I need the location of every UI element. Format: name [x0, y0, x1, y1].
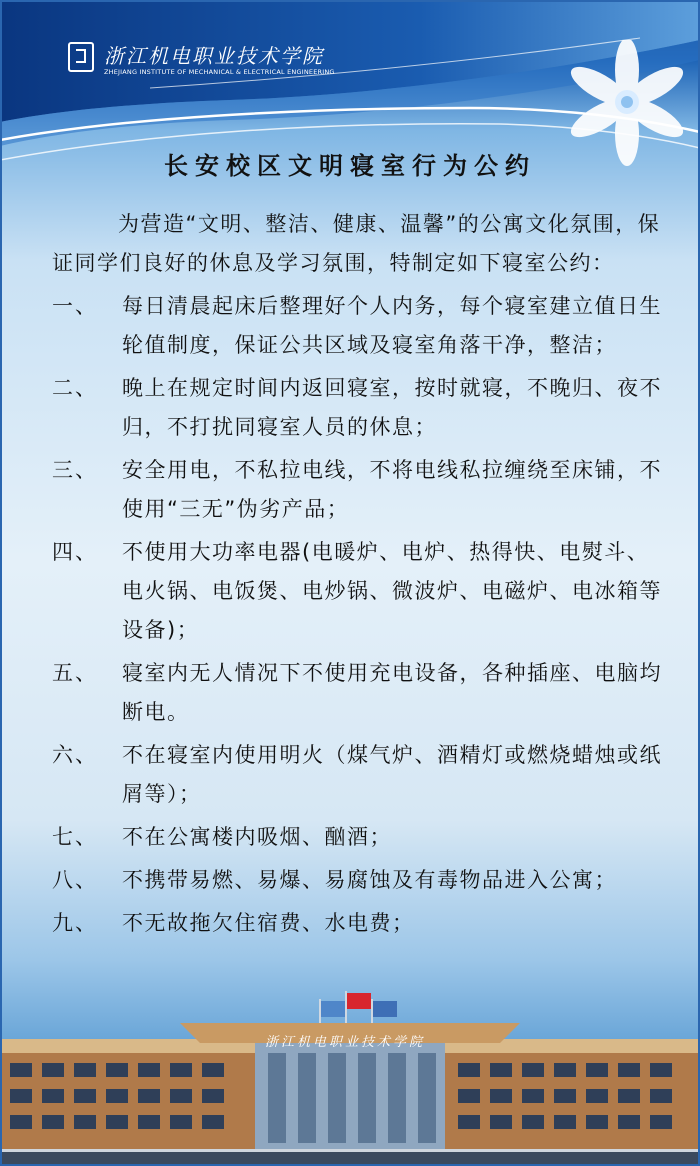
- rule-number: 三、: [52, 458, 98, 482]
- rule-number: 四、: [52, 540, 98, 564]
- rule-number: 六、: [52, 743, 98, 767]
- building-sign: 浙江机电职业技术学院: [264, 1035, 425, 1050]
- campus-building-illustration: [0, 991, 700, 1166]
- rule-item: [52, 861, 668, 900]
- rule-item: [52, 533, 668, 650]
- rule-text: 每日清晨起床后整理好个人内务，每个寝室建立值日生轮值制度，保证公共区域及寝室角落干净，整洁；: [122, 294, 662, 357]
- school-logo-icon: [68, 42, 94, 72]
- rule-number: 七、: [52, 825, 98, 849]
- convention-body: [52, 205, 668, 947]
- rule-item: [52, 451, 668, 529]
- school-name-cn: 浙江机电职业技术学院: [104, 44, 324, 68]
- rule-item: [52, 287, 668, 365]
- rule-text: 安全用电，不私拉电线，不将电线私拉缠绕至床铺，不使用“三无”伪劣产品；: [122, 458, 662, 521]
- rule-item: [52, 654, 668, 732]
- footer-strip: [0, 1152, 700, 1166]
- flag-icon: [347, 993, 371, 1009]
- rule-item: [52, 904, 668, 943]
- flag-icon: [373, 1001, 397, 1017]
- page-title: 长安校区文明寝室行为公约: [164, 152, 536, 180]
- intro-paragraph: 为营造“文明、整洁、健康、温馨”的公寓文化氛围，保证同学们良好的休息及学习氛围，特制定如下寝室公约：: [52, 212, 661, 275]
- rule-text: 晚上在规定时间内返回寝室，按时就寝，不晚归、夜不归，不打扰同寝室人员的休息；: [122, 376, 662, 439]
- rule-number: 九、: [52, 911, 98, 935]
- rule-item: [52, 818, 668, 857]
- rule-number: 五、: [52, 661, 98, 685]
- rule-text: 不在寝室内使用明火（煤气炉、酒精灯或燃烧蜡烛或纸屑等）；: [122, 743, 662, 806]
- rule-text: 不使用大功率电器(电暖炉、电炉、热得快、电熨斗、电火锅、电饭煲、电炒锅、微波炉、电磁炉、电冰箱等设备)；: [122, 540, 662, 642]
- rule-list: [52, 287, 668, 943]
- rule-number: 八、: [52, 868, 98, 892]
- rule-text: 不无故拖欠住宿费、水电费；: [122, 911, 415, 935]
- rule-number: 二、: [52, 376, 98, 400]
- rule-item: [52, 369, 668, 447]
- rule-number: 一、: [52, 294, 98, 318]
- rule-item: [52, 736, 668, 814]
- rule-text: 不携带易燃、易爆、易腐蚀及有毒物品进入公寓；: [122, 868, 617, 892]
- rule-text: 不在公寓楼内吸烟、酗酒；: [122, 825, 392, 849]
- flag-icon: [321, 1001, 345, 1017]
- rule-text: 寝室内无人情况下不使用充电设备，各种插座、电脑均断电。: [122, 661, 662, 724]
- school-name-en: ZHEJIANG INSTITUTE OF MECHANICAL & ELECTRICAL ENGINEERING: [104, 68, 335, 76]
